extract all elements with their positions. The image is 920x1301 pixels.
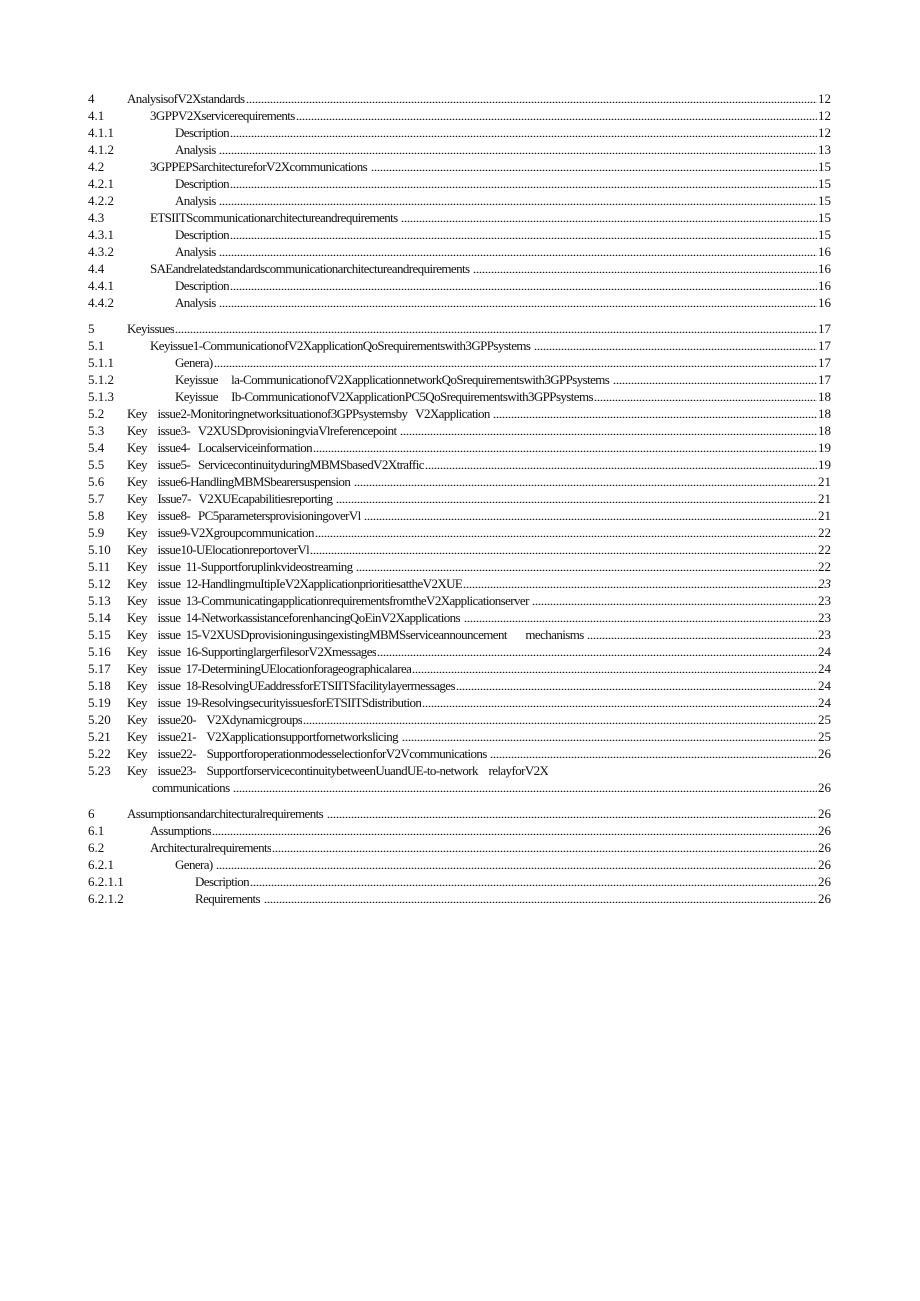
toc-entry-page: 26 (818, 891, 831, 906)
toc-entry-title[interactable]: Key issue 15-V2XUSDprovisioningusingexistingMBMSserviceannouncement mechanisms (127, 627, 587, 642)
toc-entry[interactable] (88, 507, 831, 524)
toc-entry-title[interactable]: Analysis (175, 295, 219, 310)
toc-entry-number: 6.2.1.2 (88, 891, 124, 906)
dot-leader (219, 194, 817, 205)
toc-entry-number: 5.22 (88, 746, 111, 761)
toc-entry-number: 4.2.2 (88, 193, 114, 208)
toc-entry[interactable] (88, 422, 831, 439)
toc-entry-number: 4.4.1 (88, 278, 114, 293)
toc-entry-number: 5.5 (88, 457, 105, 472)
toc-entry-page: 26 (818, 780, 831, 795)
toc-entry-number: 5.19 (88, 695, 111, 710)
toc-entry-page: 23 (818, 627, 831, 642)
toc-entry-page: 18 (818, 423, 831, 438)
toc-entry-title[interactable]: Key issue 16-SupportinglargerfilesorV2Xmessages (127, 644, 377, 659)
dot-leader (425, 458, 817, 469)
toc-entry-page: 12 (818, 125, 831, 140)
toc-entry-page: 21 (818, 474, 831, 489)
toc-entry-number: 5.17 (88, 661, 111, 676)
toc-entry[interactable] (88, 337, 831, 354)
toc-entry-number: 5.18 (88, 678, 111, 693)
toc-entry-page: 26 (818, 746, 831, 761)
toc-entry-title[interactable]: Requirements (195, 891, 263, 906)
toc-entry[interactable] (88, 277, 831, 294)
toc-entry-page: 23 (818, 610, 831, 625)
toc-entry-title[interactable]: Assumptionsandarchitecturalrequirements (127, 806, 326, 821)
toc-entry-number: 5.1 (88, 338, 105, 353)
toc-entry-title[interactable]: Analysis (175, 244, 219, 259)
toc-entry[interactable] (88, 558, 831, 575)
toc-entry-title[interactable]: Description (175, 227, 230, 242)
toc-entry[interactable] (88, 107, 831, 124)
dot-leader (264, 892, 817, 903)
toc-entry-number: 6.2 (88, 840, 105, 855)
toc-entry[interactable] (88, 473, 831, 490)
toc-entry-number: 5.10 (88, 542, 111, 557)
toc-entry-page: 22 (818, 559, 831, 574)
toc-entry-title[interactable]: Key issue4- Localserviceinformation (127, 440, 313, 455)
toc-entry-title[interactable]: Key issue6-HandlingMBMSbearersuspension (127, 474, 353, 489)
toc-entry[interactable] (88, 890, 831, 907)
toc-entry-title[interactable]: Key Issue7- V2XUEcapabilitiesreporting (127, 491, 336, 506)
toc-entry-number: 4.1.2 (88, 142, 114, 157)
dot-leader (464, 611, 817, 622)
dot-leader (336, 492, 817, 503)
toc-entry-title[interactable]: Key issue 12-HandlingmuItipIeV2XapplicationprioritiesattheV2XUE (127, 576, 463, 591)
toc-entry[interactable] (88, 694, 831, 711)
toc-entry[interactable] (88, 839, 831, 856)
dot-leader (216, 858, 817, 869)
toc-entry-title[interactable]: Analysis (175, 142, 219, 157)
toc-entry[interactable] (88, 294, 831, 311)
toc-entry-title[interactable]: Keyissue la-CommunicationofV2XapplicationnetworkQoSrequirementswith3GPPsystems (175, 372, 612, 387)
toc-entry[interactable] (88, 779, 831, 796)
toc-entry[interactable] (88, 643, 831, 660)
toc-entry-number: 6.1 (88, 823, 105, 838)
toc-entry[interactable] (88, 745, 831, 762)
toc-entry-number: 4.2.1 (88, 176, 114, 191)
toc-entry-number: 5.16 (88, 644, 111, 659)
toc-entry[interactable] (88, 762, 831, 779)
toc-entry-page: 21 (818, 508, 831, 523)
toc-entry-page: 15 (818, 159, 831, 174)
toc-entry-number: 6 (88, 806, 95, 821)
toc-entry-number: 4.1 (88, 108, 105, 123)
toc-entry-page: 16 (818, 295, 831, 310)
toc-entry-number: 4.4.2 (88, 295, 114, 310)
toc-entry-number: 4.4 (88, 261, 105, 276)
toc-entry-number: 5.20 (88, 712, 111, 727)
toc-entry-number: 5.2 (88, 406, 105, 421)
toc-entry-page: 15 (818, 193, 831, 208)
toc-entry[interactable] (88, 90, 831, 107)
toc-entry-page: 18 (818, 406, 831, 421)
toc-entry-page: 24 (818, 661, 831, 676)
toc-entry-number: 6.2.1 (88, 857, 114, 872)
toc-entry-page: 26 (818, 874, 831, 889)
toc-entry-title[interactable]: Key issue5- ServicecontinuityduringMBMSbasedV2Xtraffic (127, 457, 424, 472)
toc-entry-title[interactable]: Keyissue Ib-CommunicationofV2XapplicationPC5QoSrequirementswith3GPPsystems (175, 389, 593, 404)
toc-entry-number: 5.9 (88, 525, 105, 540)
toc-entry-number: 5.23 (88, 763, 111, 778)
toc-entry-title[interactable]: 3GPPEPSarchitectureforV2Xcommunications (150, 159, 370, 174)
toc-entry[interactable] (88, 524, 831, 541)
toc-entry-title[interactable]: Key issue 18-ResolvingUEaddressforETSIITSfacilitylayermessages (127, 678, 455, 693)
dot-leader (315, 526, 817, 537)
toc-entry-page: 13 (818, 142, 831, 157)
toc-entry[interactable] (88, 660, 831, 677)
toc-entry[interactable] (88, 575, 831, 592)
toc-entry-number: 5.7 (88, 491, 105, 506)
toc-entry-page: 26 (818, 806, 831, 821)
toc-entry-number: 5.12 (88, 576, 111, 591)
toc-entry[interactable] (88, 439, 831, 456)
toc-entry[interactable] (88, 175, 831, 192)
toc-entry[interactable] (88, 192, 831, 209)
toc-entry-page: 17 (818, 355, 831, 370)
dot-leader (212, 824, 817, 835)
dot-leader (463, 577, 817, 588)
dot-leader (272, 841, 817, 852)
toc-entry[interactable] (88, 856, 831, 873)
toc-entry[interactable] (88, 371, 831, 388)
toc-entry-number: 5.13 (88, 593, 111, 608)
toc-entry-title[interactable]: Description (175, 176, 230, 191)
toc-entry-number: 5.3 (88, 423, 105, 438)
dot-leader (219, 245, 817, 256)
toc-entry[interactable] (88, 405, 831, 422)
toc-entry[interactable] (88, 124, 831, 141)
dot-leader (377, 645, 817, 656)
toc-entry-page: 26 (818, 857, 831, 872)
dot-leader (327, 807, 817, 818)
toc-entry-number: 5.4 (88, 440, 105, 455)
dot-leader (233, 781, 817, 792)
toc-entry-title[interactable]: Key issue21- V2Xapplicationsupportfornetworkslicing (127, 729, 401, 744)
toc-entry-page: 16 (818, 244, 831, 259)
toc-entry-number: 5.21 (88, 729, 111, 744)
toc-entry-number: 5.1.2 (88, 372, 114, 387)
dot-leader (400, 424, 817, 435)
toc-entry[interactable] (88, 158, 831, 175)
toc-entry-title[interactable]: Assumptions (150, 823, 212, 838)
toc-entry-page: 24 (818, 644, 831, 659)
toc-entry-page: 21 (818, 491, 831, 506)
toc-entry-page: 24 (818, 695, 831, 710)
dot-leader (412, 662, 817, 673)
toc-entry[interactable] (88, 728, 831, 745)
toc-entry-title[interactable]: ETSIITScommunicationarchitectureandrequirements (150, 210, 401, 225)
toc-entry-title[interactable]: Description (175, 278, 230, 293)
dot-leader (456, 679, 817, 690)
dot-leader (493, 407, 817, 418)
toc-entry[interactable] (88, 141, 831, 158)
toc-entry-title[interactable]: Key issue8- PC5parametersprovisioningoverVl (127, 508, 364, 523)
dot-leader (303, 713, 817, 724)
toc-entry[interactable] (88, 873, 831, 890)
toc-entry-number: 5.15 (88, 627, 111, 642)
toc-entry-number: 4 (88, 91, 95, 106)
dot-leader (250, 875, 817, 886)
toc-entry-page: 12 (818, 108, 831, 123)
dot-leader (246, 92, 817, 103)
dot-leader (310, 543, 817, 554)
toc-entry-page: 18 (818, 389, 831, 404)
toc-entry-page: 26 (818, 840, 831, 855)
toc-entry[interactable] (88, 626, 831, 643)
dot-leader (534, 339, 817, 350)
toc-entry-title[interactable]: Keyissues (127, 321, 175, 336)
toc-entry-page: 25 (818, 729, 831, 744)
toc-entry[interactable] (88, 354, 831, 371)
toc-entry[interactable] (88, 226, 831, 243)
toc-entry-title[interactable]: Description (175, 125, 230, 140)
dot-leader (354, 475, 817, 486)
toc-entry-page: 22 (818, 525, 831, 540)
dot-leader (402, 730, 817, 741)
toc-entry-title[interactable]: Architecturalrequirements (150, 840, 272, 855)
table-of-contents (88, 90, 831, 907)
toc-entry-title[interactable]: Key issue 11-Supportforuplinkvideostreaming (127, 559, 356, 574)
toc-entry-title[interactable]: AnalysisofV2Xstandards (127, 91, 245, 106)
toc-entry-title[interactable]: Genera) (175, 355, 213, 370)
toc-entry-page: 23 (818, 593, 831, 608)
toc-entry[interactable] (88, 609, 831, 626)
toc-entry-page: 23 (818, 576, 831, 591)
toc-entry-title[interactable]: Key issue20- V2Xdynamicgroups (127, 712, 303, 727)
dot-leader (473, 262, 817, 273)
toc-entry[interactable] (88, 805, 831, 822)
toc-entry-page: 16 (818, 278, 831, 293)
toc-entry[interactable] (88, 456, 831, 473)
toc-entry[interactable] (88, 209, 831, 226)
dot-leader (175, 322, 817, 333)
toc-entry-page: 12 (818, 91, 831, 106)
toc-entry-page: 17 (818, 372, 831, 387)
toc-entry-title[interactable]: Description (195, 874, 250, 889)
toc-entry-title[interactable]: Keyissue1-CommunicationofV2XapplicationQoSrequirementswith3GPPsystems (150, 338, 533, 353)
dot-leader (313, 441, 817, 452)
dot-leader (613, 373, 817, 384)
toc-entry-title[interactable]: Key issue 19-ResolvingsecurityissuesforETSIITSdistribution (127, 695, 422, 710)
toc-entry-title[interactable]: communications (152, 780, 233, 795)
toc-entry[interactable] (88, 243, 831, 260)
dot-leader (296, 109, 817, 120)
dot-leader (230, 279, 817, 290)
toc-entry-number: 5 (88, 321, 95, 336)
dot-leader (371, 160, 817, 171)
toc-entry-page: 17 (818, 321, 831, 336)
toc-entry-title[interactable]: Key issue23- SupportforservicecontinuitybetweenUuandUE-to-network relayforV2X (127, 763, 549, 778)
toc-entry-title[interactable]: Key issue22- SupportforoperationmodesselectionforV2Vcommunications (127, 746, 490, 761)
toc-entry-number: 5.1.3 (88, 389, 114, 404)
dot-leader (532, 594, 817, 605)
toc-entry-number: 4.2 (88, 159, 105, 174)
toc-entry-page: 15 (818, 210, 831, 225)
toc-entry-title[interactable]: Key issue 13-CommunicatingapplicationrequirementsfromtheV2Xapplicationserver (127, 593, 532, 608)
toc-entry-title[interactable]: SAEandrelatedstandardscommunicationarchitectureandrequirements (150, 261, 473, 276)
toc-entry[interactable] (88, 388, 831, 405)
dot-leader (594, 390, 817, 401)
dot-leader (422, 696, 817, 707)
dot-leader (219, 296, 817, 307)
toc-entry-number: 5.14 (88, 610, 111, 625)
toc-entry[interactable] (88, 320, 831, 337)
dot-leader (401, 211, 817, 222)
toc-entry[interactable] (88, 260, 831, 277)
toc-entry-title[interactable]: Key issue9-V2Xgroupcommunication (127, 525, 314, 540)
toc-entry-page: 15 (818, 176, 831, 191)
toc-entry-title[interactable]: Analysis (175, 193, 219, 208)
toc-entry-page: 19 (818, 457, 831, 472)
toc-entry-title[interactable]: Key issue10-UElocationreportoverVl (127, 542, 310, 557)
toc-entry-number: 4.3.2 (88, 244, 114, 259)
toc-entry-title[interactable]: Key issue 14-NetworkassistanceforenhancingQoEinV2Xapplications (127, 610, 463, 625)
toc-entry-page: 22 (818, 542, 831, 557)
toc-entry-page: 17 (818, 338, 831, 353)
toc-entry-title[interactable]: Genera) (175, 857, 216, 872)
toc-entry[interactable] (88, 490, 831, 507)
dot-leader (364, 509, 817, 520)
toc-entry-page: 19 (818, 440, 831, 455)
toc-entry[interactable] (88, 541, 831, 558)
dot-leader (490, 747, 817, 758)
toc-entry-title[interactable]: Key issue2-Monitoringnetworksituationof3GPPsystemsby V2Xapplication (127, 406, 493, 421)
toc-entry-page: 25 (818, 712, 831, 727)
toc-entry-page: 24 (818, 678, 831, 693)
dot-leader (230, 126, 817, 137)
toc-entry[interactable] (88, 677, 831, 694)
toc-entry-page: 26 (818, 823, 831, 838)
toc-entry-title[interactable]: Key issue 17-DeterminingUElocationforageographicalarea (127, 661, 412, 676)
toc-entry-number: 4.1.1 (88, 125, 114, 140)
toc-entry-title[interactable]: 3GPPV2Xservicerequirements (150, 108, 295, 123)
toc-entry-number: 4.3.1 (88, 227, 114, 242)
toc-entry-number: 5.8 (88, 508, 105, 523)
toc-entry[interactable] (88, 822, 831, 839)
toc-entry[interactable] (88, 592, 831, 609)
dot-leader (587, 628, 817, 639)
toc-entry-page: 16 (818, 261, 831, 276)
toc-entry[interactable] (88, 711, 831, 728)
toc-entry-number: 5.6 (88, 474, 105, 489)
dot-leader (356, 560, 817, 571)
toc-entry-number: 5.11 (88, 559, 111, 574)
toc-entry-title[interactable]: Key issue3- V2XUSDprovisioningviaVlreferencepoint (127, 423, 400, 438)
dot-leader (219, 143, 817, 154)
dot-leader (214, 356, 817, 367)
toc-entry-number: 6.2.1.1 (88, 874, 124, 889)
dot-leader (230, 177, 817, 188)
toc-entry-page: 15 (818, 227, 831, 242)
toc-entry-number: 4.3 (88, 210, 105, 225)
toc-entry-number: 5.1.1 (88, 355, 114, 370)
dot-leader (230, 228, 817, 239)
